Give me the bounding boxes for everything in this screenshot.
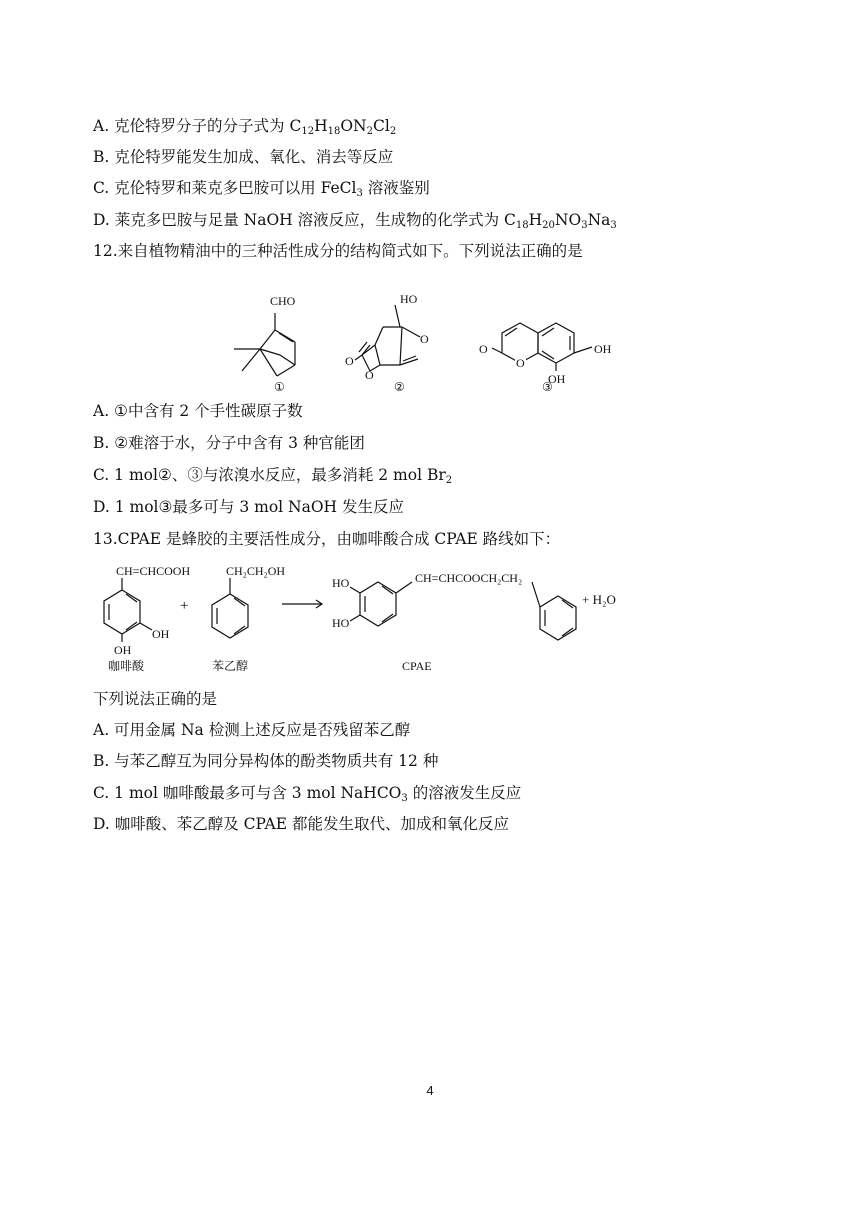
structure-2-number: ②: [394, 380, 405, 394]
q13-option-c: C. 1 mol 咖啡酸最多可与含 3 mol NaHCO$_3$ 的溶液发生反应: [93, 784, 522, 804]
cho-label: CHO: [270, 294, 296, 308]
phenylethanol-structure: [212, 578, 248, 638]
q13-stem: 13.CPAE 是蜂胶的主要活性成分，由咖啡酸合成 CPAE 路线如下：: [93, 530, 561, 548]
cpae-name: CPAE: [402, 659, 432, 673]
q12-structures-figure: [220, 285, 620, 397]
cpae-ho-label-1: HO: [332, 576, 350, 590]
q11-option-d: D. 莱克多巴胺与足量 NaOH 溶液反应，生成物的化学式为 $C_{18}H_{20}NO_3Na_3$: [93, 211, 617, 231]
plus-sign: +: [180, 598, 189, 614]
q11-option-c: C. 克伦特罗和莱克多巴胺可以用 FeCl$_3$ 溶液鉴别: [93, 179, 430, 199]
q11-option-a: A. 克伦特罗分子的分子式为 $C_{12}H_{18}ON_2Cl_2$: [93, 117, 397, 137]
structure-1-number: ①: [274, 380, 285, 394]
cpae-structure: [350, 582, 576, 640]
caffeic-chain-label: CH=CHCOOH: [116, 564, 191, 578]
oh-label-3b: OH: [548, 372, 566, 386]
q12-option-d: D. 1 mol③最多可与 3 mol NaOH 发生反应: [93, 498, 404, 516]
q13-option-a: A. 可用金属 Na 检测上述反应是否残留苯乙醇: [93, 721, 411, 739]
reaction-arrow: [282, 600, 322, 608]
carbonyl-o-label-2: O: [345, 354, 354, 368]
q13-intro: 下列说法正确的是: [93, 690, 218, 708]
q12-stem: 12.来自植物精油中的三种活性成分的结构简式如下。下列说法正确的是: [93, 242, 583, 260]
caffeic-oh-label-2: OH: [114, 643, 132, 657]
caffeic-acid-structure: [104, 578, 152, 642]
structure-3: [492, 323, 592, 371]
q13-reaction-figure: [100, 560, 660, 678]
ho-label-2: HO: [400, 292, 418, 306]
phenylethanol-name: 苯乙醇: [212, 659, 249, 673]
structure-2: [355, 305, 420, 371]
caffeic-name: 咖啡酸: [108, 659, 145, 673]
q12-option-c: C. 1 mol②、③与浓溴水反应，最多消耗 2 mol $Br_2$: [93, 466, 453, 486]
structure-3-number: ③: [542, 380, 553, 394]
oh-label-3a: OH: [594, 342, 612, 356]
q11-option-b: B. 克伦特罗能发生加成、氧化、消去等反应: [93, 148, 394, 166]
q13-option-d: D. 咖啡酸、苯乙醇及 CPAE 都能发生取代、加成和氧化反应: [93, 815, 509, 833]
structure-1: [234, 313, 295, 376]
page-number: 4: [426, 1083, 434, 1098]
q12-option-a: A. ①中含有 2 个手性碳原子数: [93, 402, 303, 420]
caffeic-oh-label-1: OH: [152, 627, 170, 641]
q13-option-b: B. 与苯乙醇互为同分异构体的酚类物质共有 12 种: [93, 752, 439, 770]
water-label: + H₂O: [582, 592, 616, 607]
cpae-chain-label: CH=CHCOOCH₂CH₂: [415, 571, 523, 585]
ring-o-label-3: O: [516, 356, 525, 370]
ring-o-label-2b: O: [365, 368, 374, 382]
carbonyl-o-label-3: O: [479, 342, 488, 356]
ring-o-label-2a: O: [420, 332, 429, 346]
cpae-ho-label-2: HO: [332, 616, 350, 630]
q12-option-b: B. ②难溶于水，分子中含有 3 种官能团: [93, 434, 365, 452]
phenylethanol-chain-label: CH₂CH₂OH: [226, 564, 286, 578]
